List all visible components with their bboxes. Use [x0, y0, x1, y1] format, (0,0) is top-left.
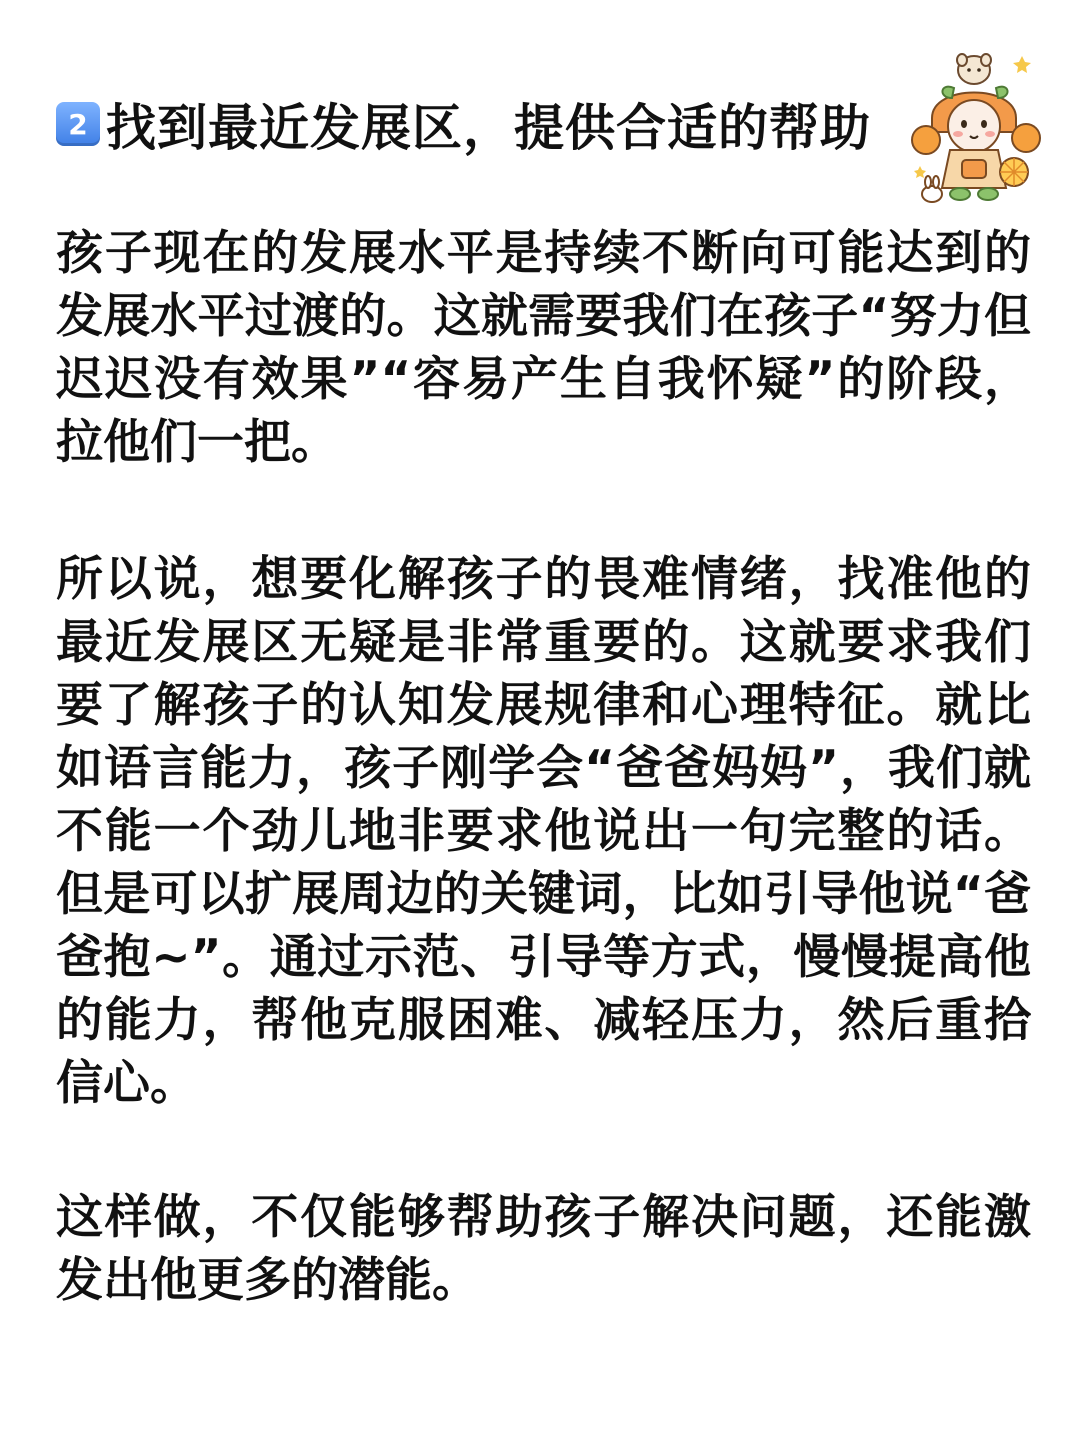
section-heading: [56, 92, 871, 156]
paragraph-conclusion: 这样做，不仅能够帮助孩子解决问题，还能激发出他更多的潜能。: [56, 1190, 1031, 1308]
cartoon-child-with-orange-icon: [910, 48, 1042, 206]
paragraph-proximal-zone: 所以说，想要化解孩子的畏难情绪，找准他的最近发展区无疑是非常重要的。这就要求我们要了解孩子的认知发展规律和心理特征。就比如语言能力，孩子刚学会“爸爸妈妈”，我们就不能一个劲儿地非要求他说出一句完整的话。但是可以扩展周边的关键词，比如引导他说“爸爸抱~”。通过示范、引导等方式，慢慢提高他的能力，帮他克服困难、减轻压力，然后重拾信心。: [56, 552, 1031, 1111]
paragraph-development-level: 孩子现在的发展水平是持续不断向可能达到的发展水平过渡的。这就需要我们在孩子“努力但迟迟没有效果”“容易产生自我怀疑”的阶段，拉他们一把。: [56, 226, 1031, 470]
sticker-illustration: [910, 48, 1042, 206]
section-title: 找到最近发展区，提供合适的帮助: [106, 99, 871, 157]
number-badge-icon: 2: [56, 102, 100, 146]
